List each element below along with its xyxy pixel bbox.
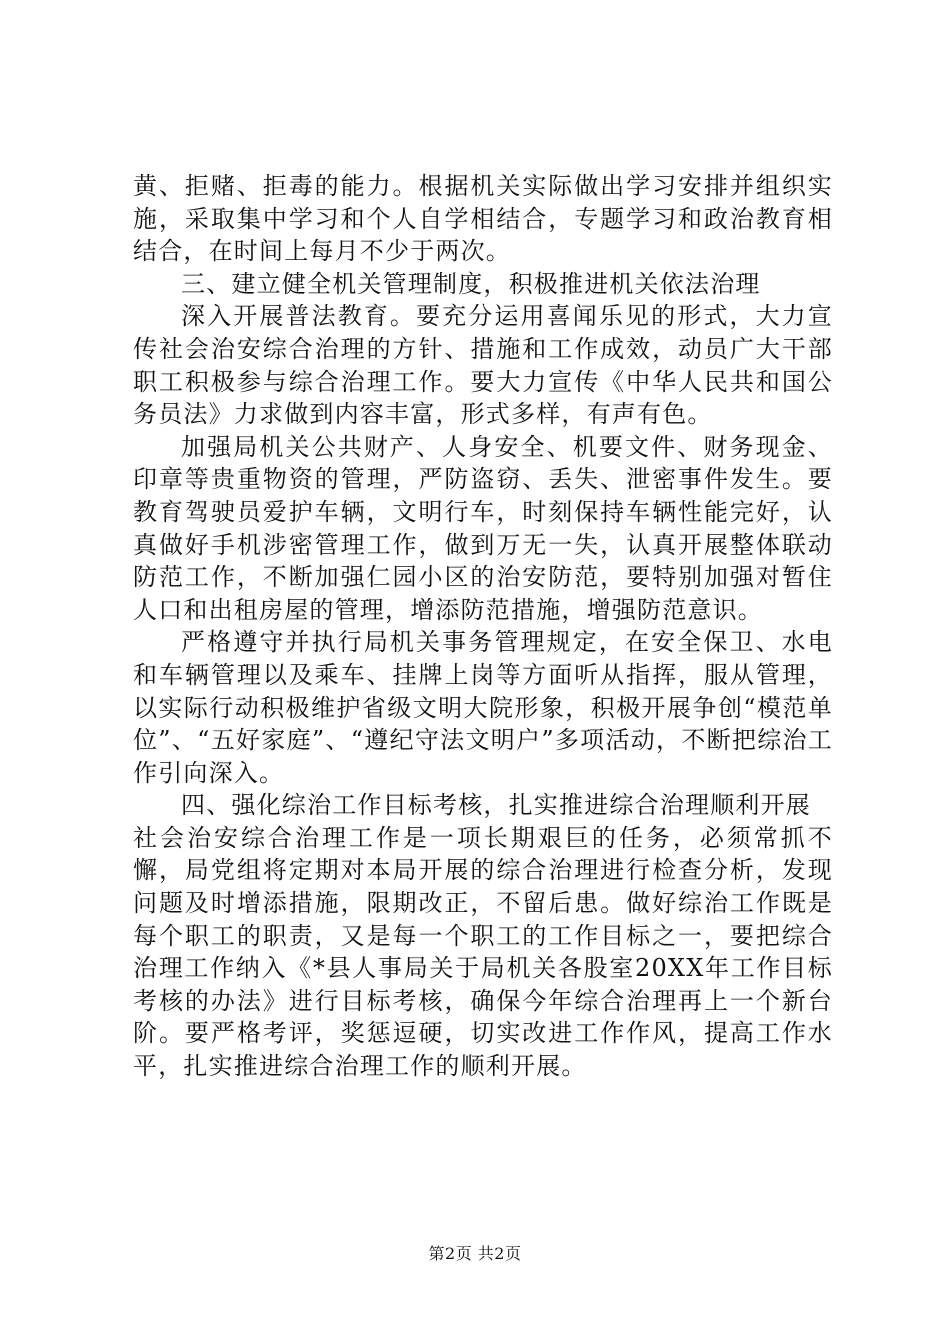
paragraph-affairs-management: 严格遵守并执行局机关事务管理规定，在安全保卫、水电和车辆管理以及乘车、挂牌上岗等方面听从指挥，服从管理，以实际行动积极维护省级文明大院形象，积极开展争创“模范单位”、“五好家庭”、“遵纪守法文明户”多项活动，不断把综治工作引向深入。 <box>133 628 833 787</box>
paragraph-continuation: 黄、拒赌、拒毒的能力。根据机关实际做出学习安排并组织实施，采取集中学习和个人自学相结合，专题学习和政治教育相结合，在时间上每月不少于两次。 <box>133 172 833 266</box>
document-body <box>133 170 833 1083</box>
paragraph-legal-education: 深入开展普法教育。要充分运用喜闻乐见的形式，大力宣传社会治安综合治理的方针、措施和工作成效，动员广大干部职工积极参与综合治理工作。要大力宣传《中华人民共和国公务员法》力求做到内容丰富，形式多样，有声有色。 <box>133 302 833 429</box>
paragraph-property-safety: 加强局机关公共财产、人身安全、机要文件、财务现金、印章等贵重物资的管理，严防盗窃、丢失、泄密事件发生。要教育驾驶员爱护车辆，文明行车，时刻保持车辆性能完好，认真做好手机涉密管理工作，做到万无一失，认真开展整体联动防范工作，不断加强仁园小区的治安防范，要特别加强对暂住人口和出租房屋的管理，增添防范措施，增强防范意识。 <box>133 432 833 624</box>
page-number-footer: 第2页 共2页 <box>428 1244 522 1263</box>
section-heading-4: 四、强化综治工作目标考核，扎实推进综合治理顺利开展 <box>181 791 811 820</box>
paragraph-target-assessment: 社会治安综合治理工作是一项长期艰巨的任务，必须常抓不懈，局党组将定期对本局开展的综合治理进行检查分析，发现问题及时增添措施，限期改正，不留后患。做好综治工作既是每个职工的职责，又是每一个职工的工作目标之一，要把综合治理工作纳入《*县人事局关于局机关各股室20XX年工作目标考核的办法》进行目标考核，确保今年综合治理再上一个新台阶。要严格考评，奖惩逗硬，切实改进工作作风，提高工作水平，扎实推进综合治理工作的顺利开展。 <box>133 823 833 1081</box>
section-heading-3: 三、建立健全机关管理制度，积极推进机关依法治理 <box>181 269 761 298</box>
